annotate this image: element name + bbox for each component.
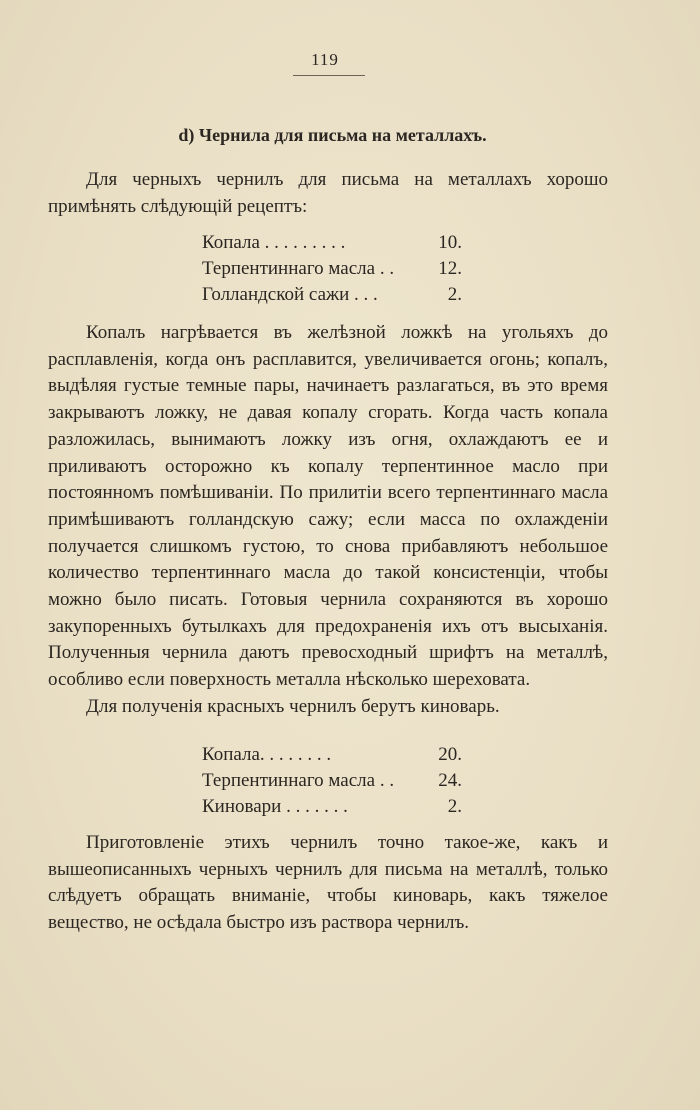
recipe-amount: 10.	[438, 232, 462, 253]
recipe-amount: 24.	[438, 770, 462, 791]
recipe-row	[202, 794, 462, 820]
recipe-item: Киновари . . . . . . .	[202, 796, 348, 817]
recipe-row	[202, 230, 462, 256]
page-number: 119	[311, 50, 339, 69]
recipe-amount: 2.	[447, 796, 462, 817]
recipe-row	[202, 742, 462, 768]
main-paragraph-block	[48, 320, 608, 721]
recipe-item: Терпентиннаго масла . .	[202, 770, 395, 791]
recipe-amount: 2.	[447, 284, 462, 305]
intro-paragraph: Для черныхъ чернилъ для письма на металлахъ хорошо примѣнять слѣдующій рецептъ:	[48, 169, 608, 217]
recipe-row	[202, 256, 462, 282]
recipe-black	[202, 230, 462, 308]
closing-paragraph: Приготовленіе этихъ чернилъ точно такое-же, какъ и вышеописанныхъ черныхъ чернилъ для письма на металлѣ, только слѣдуетъ обращать вниманіе, чтобы киноварь, какъ тяжелое вещество, не осѣдала быстро изъ раствора чернилъ.	[48, 832, 608, 934]
closing-paragraph-block	[48, 830, 608, 937]
recipe-amount: 20.	[438, 744, 462, 765]
recipe-red	[202, 742, 462, 820]
recipe-row	[202, 282, 462, 308]
recipe-row	[202, 768, 462, 794]
recipe-amount: 12.	[438, 258, 462, 279]
page-number-rule	[293, 75, 365, 76]
intro-paragraph-block	[48, 167, 608, 220]
recipe-item: Терпентиннаго масла . .	[202, 258, 395, 279]
red-intro-paragraph: Для полученія красныхъ чернилъ берутъ киноварь.	[86, 695, 500, 717]
main-paragraph: Копалъ нагрѣвается въ желѣзной ложкѣ на угольяхъ до расплавленія, когда онъ расплавится, увеличивается огонь; копалъ, выдѣляя густые темные пары, начинаетъ разлагаться, въ это время закрываютъ ложку, не давая копалу сгорать. Когда часть копала разложилась, вынимаютъ ложку изъ огня, охлаждаютъ ее и приливаютъ осторожно къ копалу терпентинное масло при постоянномъ помѣшиваніи. По прилитіи всего терпентиннаго масла примѣшиваютъ голландскую сажу; если масса по охлажденіи получается слишкомъ густою, то снова прибавляютъ небольшое количество терпентиннаго масла до такой консистенціи, чтобы можно было писать. Готовыя чернила сохраняются въ хорошо закупоренныхъ бутылкахъ для предохраненія ихъ отъ высыханія. Полученныя чернила даютъ превосходный шрифтъ на металлѣ, особливо если поверхность металла нѣсколько шереховата.	[48, 322, 608, 691]
recipe-item: Копала. . . . . . . .	[202, 744, 332, 765]
section-heading: d) Чернила для письма на металлахъ.	[178, 125, 487, 145]
recipe-item: Копала . . . . . . . . .	[202, 232, 346, 253]
recipe-item: Голландской сажи . . .	[202, 284, 378, 305]
